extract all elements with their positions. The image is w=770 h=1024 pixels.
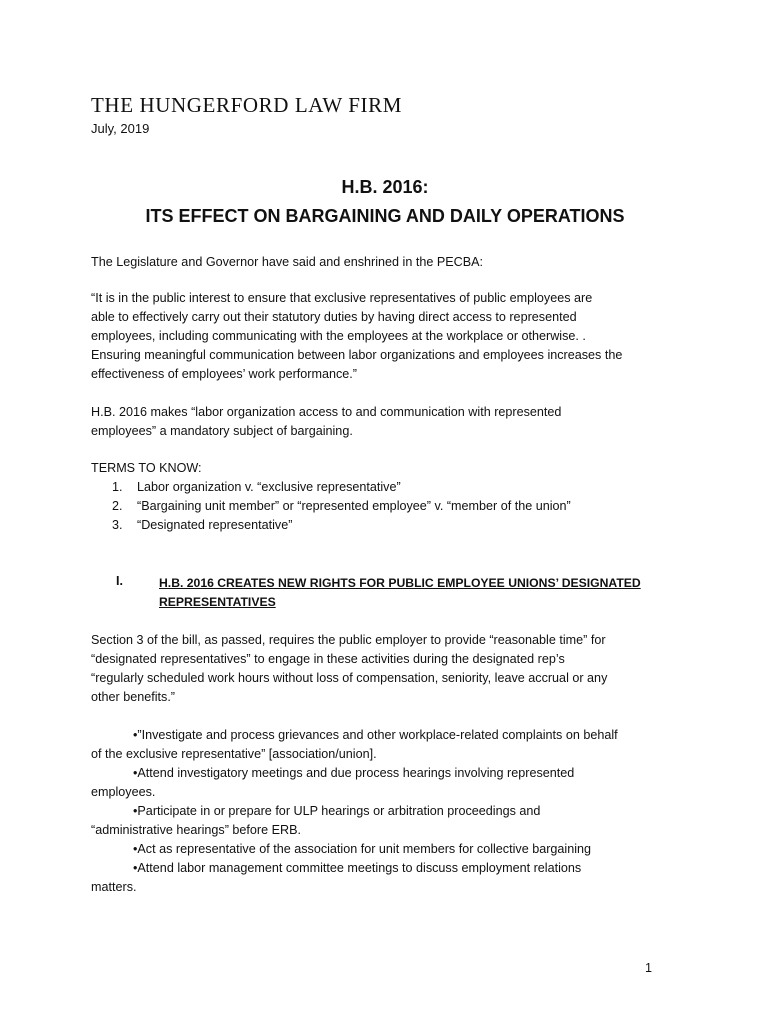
section-paragraph-line: “designated representatives” to engage in these activities during the designated rep’s [91,652,565,666]
terms-item-text: “Bargaining unit member” or “represented employee” v. “member of the union” [137,499,571,513]
page-number: 1 [645,961,653,975]
title-line-1: H.B. 2016: [341,177,429,197]
terms-item-text: “Designated representative” [137,518,293,532]
terms-item-text: Labor organization v. “exclusive representative” [137,480,401,494]
title-line-2: ITS EFFECT ON BARGAINING AND DAILY OPERATIONS [145,206,625,226]
section-numeral: I. [116,574,123,588]
section-heading-line: REPRESENTATIVES [159,595,276,609]
section-paragraph-line: Section 3 of the bill, as passed, requires the public employer to provide “reasonable time” for [91,633,606,647]
quote-line: employees, including communicating with the employees at the workplace or otherwise. . [91,329,586,343]
bullet-line: •”Investigate and process grievances and other workplace-related complaints on behalf [133,728,618,742]
section-paragraph-line: other benefits.” [91,690,176,704]
hb-paragraph-line: employees” a mandatory subject of bargaining. [91,424,353,438]
section-heading-line: H.B. 2016 CREATES NEW RIGHTS FOR PUBLIC EMPLOYEE UNIONS’ DESIGNATED [159,576,641,590]
terms-item-number: 1. [112,480,123,494]
bullet-line: •Attend investigatory meetings and due process hearings involving represented [133,766,575,780]
quote-line: Ensuring meaningful communication between labor organizations and employees increases the [91,348,623,362]
terms-item-number: 3. [112,518,123,532]
section-paragraph-line: “regularly scheduled work hours without loss of compensation, seniority, leave accrual or any [91,671,608,685]
bullet-line: •Attend labor management committee meetings to discuss employment relations [133,861,582,875]
hb-paragraph-line: H.B. 2016 makes “labor organization access to and communication with represented [91,405,562,419]
document-date: July, 2019 [91,121,150,136]
bullet-line: matters. [91,880,137,894]
terms-item-number: 2. [112,499,123,513]
quote-line: “It is in the public interest to ensure that exclusive representatives of public employees are [91,291,593,305]
bullet-line: employees. [91,785,156,799]
bullet-line: “administrative hearings” before ERB. [91,823,301,837]
bullet-line: of the exclusive representative” [association/union]. [91,747,377,761]
intro-text: The Legislature and Governor have said and enshrined in the PECBA: [91,255,484,269]
quote-line: able to effectively carry out their statutory duties by having direct access to represented [91,310,577,324]
bullet-line: •Act as representative of the association for unit members for collective bargaining [133,842,592,856]
terms-heading: TERMS TO KNOW: [91,461,202,475]
firm-name: THE HUNGERFORD LAW FIRM [91,93,402,117]
quote-line: effectiveness of employees’ work performance.” [91,367,357,381]
bullet-line: •Participate in or prepare for ULP hearings or arbitration proceedings and [133,804,541,818]
